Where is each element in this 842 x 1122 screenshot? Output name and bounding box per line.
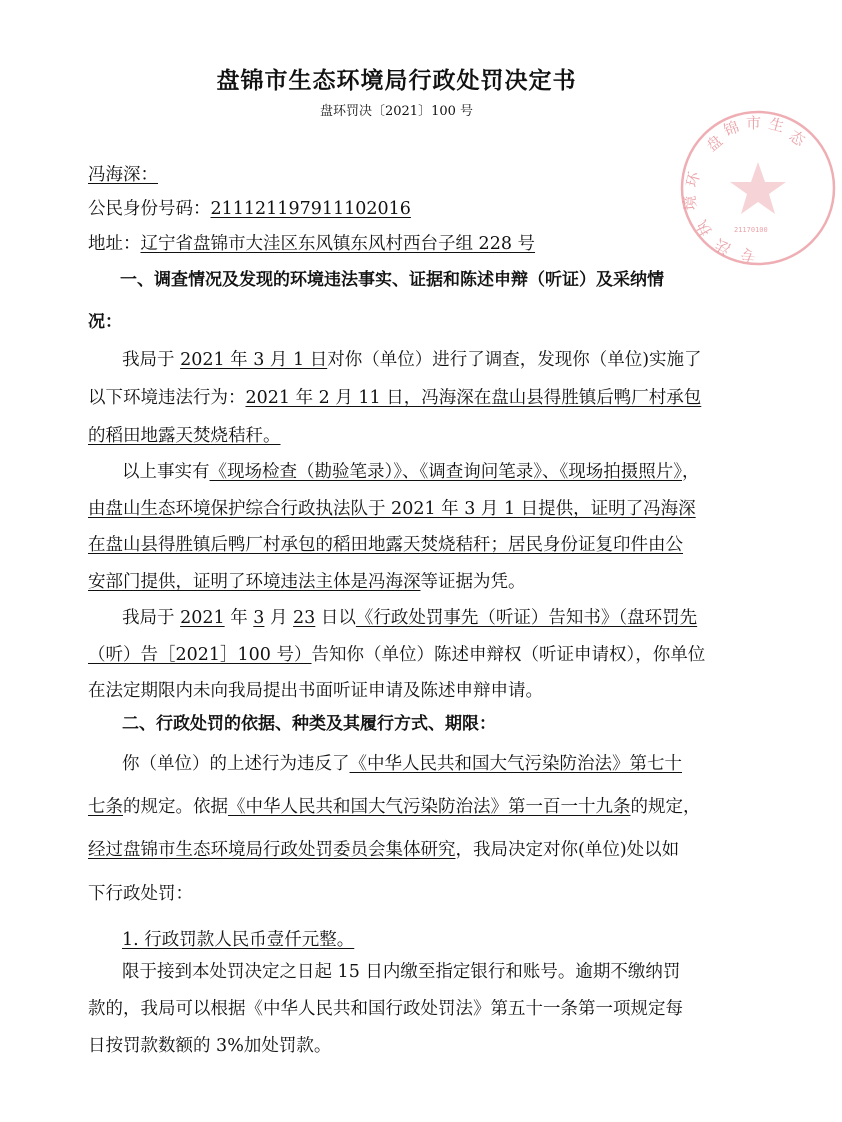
underlined-text: 在盘山县得胜镇后鸭厂村承包的稻田地露天焚烧秸秆；居民身份证复印件由公 bbox=[88, 535, 683, 555]
underlined-text: 2021 bbox=[180, 608, 225, 628]
section2-heading: 二、行政处罚的依据、种类及其履行方式、期限： bbox=[122, 714, 496, 734]
text-run: 的规定。依据 bbox=[123, 797, 228, 817]
text-run: 月 bbox=[264, 608, 294, 628]
paragraph bbox=[88, 838, 718, 862]
paragraph bbox=[122, 928, 752, 952]
text-run: 的规定， bbox=[630, 797, 701, 817]
text-run: 款的，我局可以根据《中华人民共和国行政处罚法》第五十一条第一项规定每 bbox=[88, 999, 683, 1019]
underlined-text: 七条 bbox=[88, 797, 123, 817]
section1-heading-cont: 况： bbox=[88, 312, 122, 332]
paragraph bbox=[88, 882, 718, 906]
paragraph bbox=[88, 424, 718, 448]
underlined-text: 的稻田地露天焚烧秸秆。 bbox=[88, 426, 281, 446]
seal-star-icon bbox=[730, 162, 786, 214]
party-name: 冯海深： bbox=[88, 165, 158, 185]
text-run: ， bbox=[682, 462, 700, 482]
paragraph bbox=[122, 348, 752, 372]
svg-text:市: 市 bbox=[746, 114, 762, 132]
section1-heading: 一、调查情况及发现的环境违法事实、证据和陈述申辩（听证）及采纳情 bbox=[120, 270, 664, 290]
underlined-text: 《行政处罚事先（听证）告知书》（盘环罚先 bbox=[355, 608, 698, 628]
underlined-text: 1. 行政罚款人民币壹仟元整。 bbox=[122, 930, 355, 950]
svg-text:境: 境 bbox=[680, 194, 700, 212]
party-id: 公民身份号码：211121197911102016 bbox=[88, 199, 411, 219]
text-run: 日以 bbox=[315, 608, 356, 628]
svg-text:21170100: 21170100 bbox=[734, 226, 768, 234]
paragraph bbox=[88, 570, 718, 594]
underlined-text: 《中华人民共和国大气污染防治法》第一百一十九条 bbox=[228, 797, 631, 817]
document-title: 盘锦市生态环境局行政处罚决定书 bbox=[216, 68, 577, 94]
paragraph bbox=[88, 795, 718, 819]
underlined-text: 23 bbox=[293, 608, 316, 628]
paragraph bbox=[122, 460, 752, 484]
svg-text:盘: 盘 bbox=[703, 131, 727, 156]
svg-text:生: 生 bbox=[766, 114, 787, 136]
text-run: 以上事实有 bbox=[122, 462, 210, 482]
underlined-text: 2021 年 2 月 11 日，冯海深在盘山县得胜镇后鸭厂村承包 bbox=[245, 388, 702, 408]
text-run: 限于接到本处罚决定之日起 15 日内缴至指定银行和账号。逾期不缴纳罚 bbox=[122, 962, 681, 982]
paragraph bbox=[122, 752, 752, 776]
underlined-text: 由盘山生态环境保护综合行政执法队于 2021 年 3 月 1 日提供，证明了冯海深 bbox=[88, 499, 696, 519]
text-run: 告知你（单位）陈述申辩权（听证申请权），你单位 bbox=[311, 645, 706, 665]
paragraph bbox=[88, 533, 718, 557]
underlined-text: 3 bbox=[253, 608, 265, 628]
underlined-text: 安部门提供，证明了环境违法主体是冯海深 bbox=[88, 572, 421, 592]
text-run: 年 bbox=[224, 608, 254, 628]
paragraph bbox=[88, 679, 718, 703]
paragraph bbox=[88, 643, 718, 667]
underlined-text: 2021 年 3 月 1 日 bbox=[180, 350, 328, 370]
text-run: 在法定期限内未向我局提出书面听证申请及陈述申辩申请。 bbox=[88, 681, 543, 701]
underlined-text: 《现场检查（勘验笔录）》、《调查询问笔录》、《现场拍摄照片》 bbox=[209, 462, 682, 482]
text-run: 等证据为凭。 bbox=[420, 572, 526, 592]
paragraph bbox=[122, 960, 752, 984]
paragraph bbox=[88, 386, 718, 410]
paragraph bbox=[88, 497, 718, 521]
text-run: 日按罚款数额的 3%加处罚款。 bbox=[88, 1036, 332, 1056]
text-run: 我局于 bbox=[122, 350, 181, 370]
text-run: ，我局决定对你(单位)处以如 bbox=[455, 840, 680, 860]
text-run: 对你（单位）进行了调查，发现你（单位)实施了 bbox=[327, 350, 702, 370]
paragraph bbox=[122, 606, 752, 630]
text-run: 下行政处罚： bbox=[88, 884, 193, 904]
paragraph bbox=[88, 997, 718, 1021]
svg-text:执: 执 bbox=[692, 216, 716, 239]
text-run: 我局于 bbox=[122, 608, 181, 628]
underlined-text: 《中华人民共和国大气污染防治法》第七十 bbox=[349, 754, 682, 774]
document-number: 盘环罚决〔2021〕100 号 bbox=[319, 104, 474, 119]
text-run: 以下环境违法行为： bbox=[88, 388, 246, 408]
underlined-text: 经过盘锦市生态环境局行政处罚委员会集体研究 bbox=[88, 840, 456, 860]
svg-text:法: 法 bbox=[711, 235, 734, 259]
text-run: 你（单位）的上述行为违反了 bbox=[122, 754, 350, 774]
paragraph bbox=[88, 1034, 718, 1058]
svg-text:锦: 锦 bbox=[721, 117, 742, 140]
party-address: 地址：辽宁省盘锦市大洼区东风镇东风村西台子组 228 号 bbox=[88, 234, 536, 254]
underlined-text: （听）告［2021］100 号） bbox=[88, 645, 312, 665]
svg-text:态: 态 bbox=[785, 126, 809, 150]
svg-text:专: 专 bbox=[739, 244, 757, 264]
svg-text:环: 环 bbox=[682, 169, 704, 190]
